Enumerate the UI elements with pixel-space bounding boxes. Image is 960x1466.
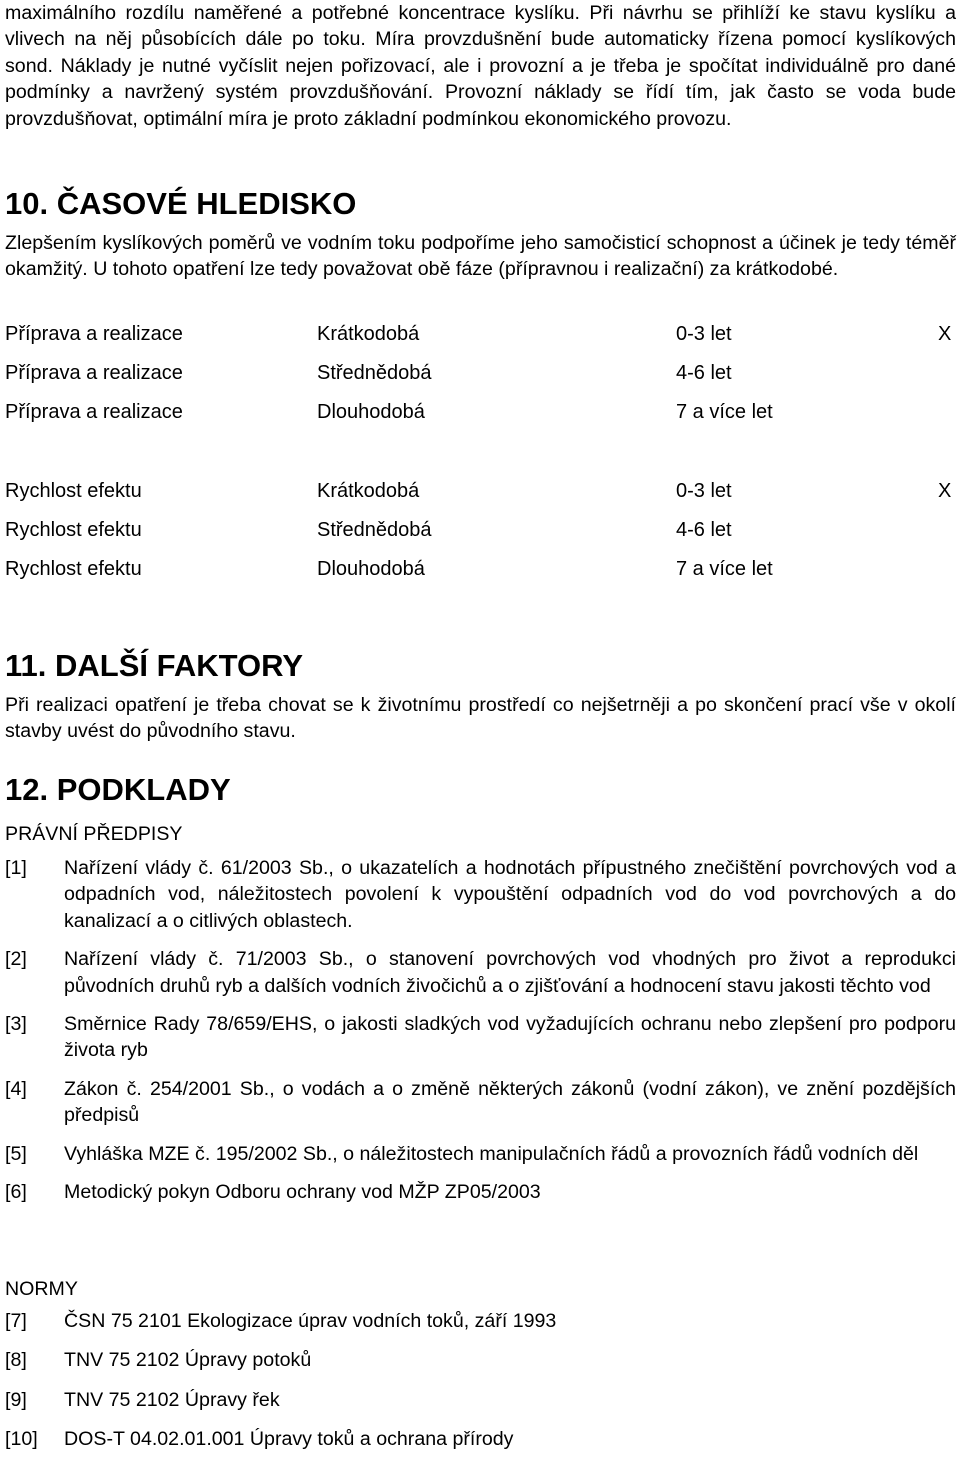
standards-subheading: NORMY bbox=[5, 1278, 78, 1300]
row-term: Krátkodobá bbox=[317, 323, 420, 345]
reference-number: [8] bbox=[5, 1349, 27, 1372]
reference-item bbox=[5, 1308, 956, 1334]
reference-text: TNV 75 2102 Úpravy potoků bbox=[64, 1349, 312, 1372]
reference-number: [4] bbox=[5, 1077, 27, 1100]
row-range: 7 a více let bbox=[676, 558, 773, 580]
section-12-heading: 12. PODKLADY bbox=[5, 772, 231, 807]
row-mark: X bbox=[938, 323, 952, 345]
reference-text: Vyhláška MZE č. 195/2002 Sb., o náležitostech manipulačních řádů a provozních řádů vodních děl bbox=[64, 1142, 919, 1165]
reference-number: [7] bbox=[5, 1310, 27, 1332]
reference-text: Zákon č. 254/2001 Sb., o vodách a o změně některých zákonů (vodní zákon), ve znění pozdějších předpisů bbox=[64, 1077, 956, 1127]
reference-item bbox=[5, 1426, 956, 1452]
table-row bbox=[5, 398, 956, 437]
row-range: 4-6 let bbox=[676, 362, 732, 384]
row-label: Rychlost efektu bbox=[5, 558, 142, 580]
row-label: Rychlost efektu bbox=[5, 519, 142, 541]
standards-list bbox=[5, 1308, 956, 1466]
reference-item bbox=[5, 855, 956, 934]
row-term: Střednědobá bbox=[317, 362, 432, 384]
reference-item bbox=[5, 1387, 956, 1413]
intro-paragraph: maximálního rozdílu naměřené a potřebné koncentrace kyslíku. Při návrhu se přihlíží ke stavu kyslíku a vlivech na něj působících dále po toku. Míra provzdušnění bude automaticky řízena pomocí kyslíkových sond. Náklady je nutné vyčíslit nejen pořizovací, ale i provozní a je třeba je spočítat individuálně pro dané podmínky a navržený systém provzdušňování. Provozní náklady se řídí tím, jak často se voda bude provzdušňovat, optimální míra je proto základní podmínkou ekonomického provozu. bbox=[5, 2, 956, 130]
reference-item bbox=[5, 1179, 956, 1205]
reference-number: [5] bbox=[5, 1142, 27, 1165]
reference-item bbox=[5, 1141, 956, 1167]
row-label: Rychlost efektu bbox=[5, 480, 142, 502]
reference-number: [1] bbox=[5, 857, 27, 879]
table-row bbox=[5, 555, 956, 594]
reference-item bbox=[5, 1347, 956, 1373]
row-mark: X bbox=[938, 480, 952, 502]
reference-item bbox=[5, 1076, 956, 1129]
legal-regulations-subheading: PRÁVNÍ PŘEDPISY bbox=[5, 823, 183, 845]
row-range: 0-3 let bbox=[676, 323, 732, 345]
table-row bbox=[5, 359, 956, 398]
reference-item bbox=[5, 946, 956, 999]
table-row bbox=[5, 516, 956, 555]
row-range: 7 a více let bbox=[676, 401, 773, 423]
row-term: Dlouhodobá bbox=[317, 401, 425, 423]
reference-number: [2] bbox=[5, 948, 27, 971]
row-range: 0-3 let bbox=[676, 480, 732, 502]
row-term: Dlouhodobá bbox=[317, 558, 425, 580]
section-10-paragraph: Zlepšením kyslíkových poměrů ve vodním toku podpoříme jeho samočisticí schopnost a účinek je tedy téměř okamžitý. U tohoto opatření lze tedy považovat obě fáze (přípravnou i realizační) za krátkodobé. bbox=[5, 232, 956, 281]
effect-speed-table bbox=[5, 477, 956, 594]
reference-number: [3] bbox=[5, 1013, 27, 1036]
row-label: Příprava a realizace bbox=[5, 362, 183, 384]
reference-text: Nařízení vlády č. 71/2003 Sb., o stanovení povrchových vod vhodných pro život a reprodukci původních druhů ryb a dalších vodních živočichů a o zjišťování a hodnocení stavu jakosti těchto vod bbox=[64, 948, 956, 997]
table-row bbox=[5, 477, 956, 516]
table-row bbox=[5, 320, 956, 359]
reference-text: DOS-T 04.02.01.001 Úpravy toků a ochrana přírody bbox=[64, 1428, 514, 1451]
reference-number: [6] bbox=[5, 1181, 27, 1204]
section-10-heading: 10. ČASOVÉ HLEDISKO bbox=[5, 186, 357, 221]
reference-text: TNV 75 2102 Úpravy řek bbox=[64, 1388, 280, 1411]
row-label: Příprava a realizace bbox=[5, 401, 183, 423]
reference-text: Směrnice Rady 78/659/EHS, o jakosti sladkých vod vyžadujících ochranu nebo zlepšení pro podporu života ryb bbox=[64, 1013, 956, 1062]
reference-text: Nařízení vlády č. 61/2003 Sb., o ukazatelích a hodnotách přípustného znečištění povrchových vod a odpadních vod, náležitostech povolení k vypouštění odpadních vod do vod povrchových a do kanalizací a o citlivých oblastech. bbox=[64, 857, 956, 932]
reference-number: [9] bbox=[5, 1388, 27, 1411]
reference-item bbox=[5, 1011, 956, 1064]
row-range: 4-6 let bbox=[676, 519, 732, 541]
phase-table bbox=[5, 320, 956, 437]
row-term: Krátkodobá bbox=[317, 480, 420, 502]
section-11-paragraph: Při realizaci opatření je třeba chovat se k životnímu prostředí co nejšetrněji a po skončení prací vše v okolí stavby uvést do původního stavu. bbox=[5, 694, 956, 743]
legal-references-list bbox=[5, 855, 956, 1217]
section-11-heading: 11. DALŠÍ FAKTORY bbox=[5, 648, 304, 683]
row-term: Střednědobá bbox=[317, 519, 432, 541]
reference-text: Metodický pokyn Odboru ochrany vod MŽP ZP05/2003 bbox=[64, 1181, 541, 1204]
row-label: Příprava a realizace bbox=[5, 323, 183, 345]
reference-text: ČSN 75 2101 Ekologizace úprav vodních toků, září 1993 bbox=[64, 1310, 557, 1332]
reference-number: [10] bbox=[5, 1428, 38, 1451]
